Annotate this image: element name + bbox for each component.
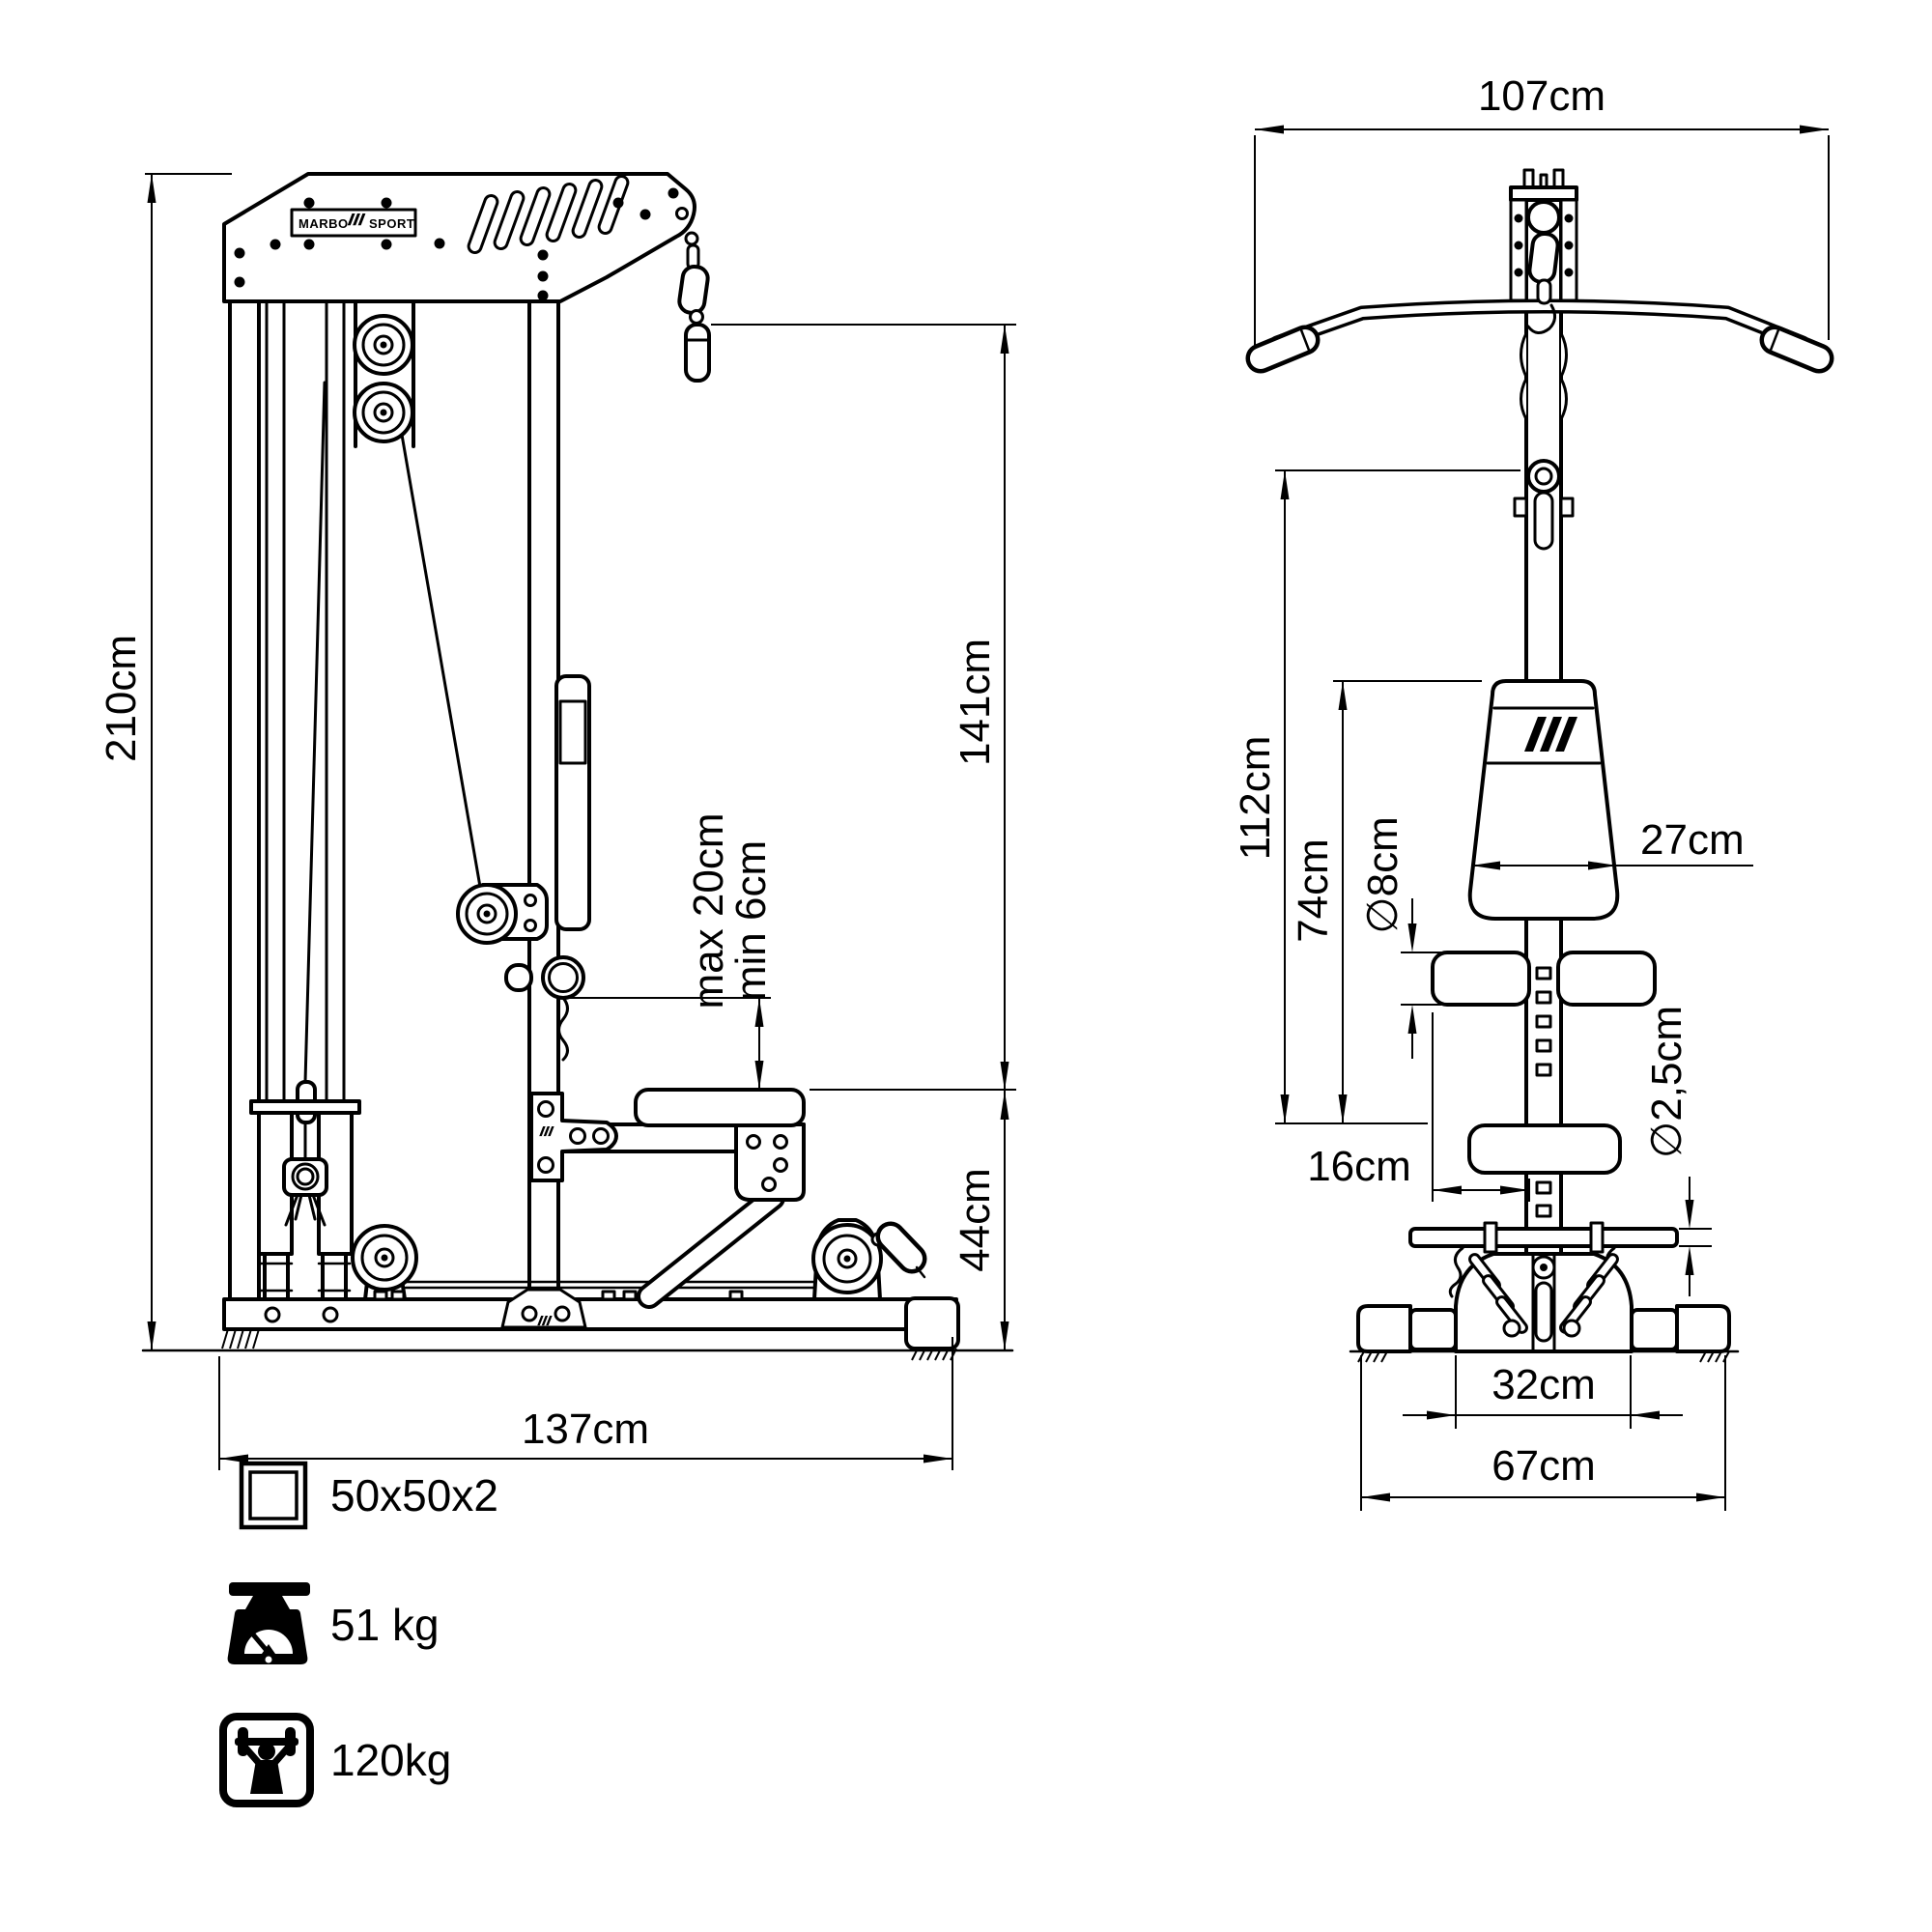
legend-item-max-load	[223, 1717, 451, 1804]
foot-hatch	[222, 1329, 956, 1360]
seat-pad-front	[1469, 1125, 1620, 1173]
dim-roller-length-label: 16cm	[1307, 1143, 1411, 1190]
pull-pin-knob	[506, 965, 531, 990]
left-upright-tube	[230, 301, 259, 1327]
legend-max-load-label: 120kg	[330, 1735, 452, 1785]
front-mid-pulley	[1515, 461, 1573, 549]
side-machine	[143, 174, 1012, 1360]
dim-pulley-height	[1232, 470, 1520, 1123]
backrest-slot	[560, 701, 585, 763]
mast-pulley-bulge	[1521, 333, 1527, 377]
foam-roller-right	[1558, 952, 1655, 1005]
dim-total-length	[219, 1337, 952, 1470]
dim-plate-bar-diameter	[1643, 1006, 1712, 1296]
stack-cable	[305, 383, 325, 1082]
mid-pulley	[458, 885, 547, 943]
dim-plate-bar-diameter-label: ∅2,5cm	[1643, 1005, 1690, 1159]
scale-icon	[228, 1582, 310, 1664]
legend	[223, 1463, 498, 1804]
base-gusset-plate	[502, 1290, 585, 1327]
dim-total-length-label: 137cm	[521, 1406, 650, 1453]
seat-assembly	[531, 1090, 804, 1296]
legend-item-tube	[242, 1463, 498, 1527]
dim-bar-width-label: 107cm	[1477, 72, 1606, 120]
legend-tube-label: 50x50x2	[330, 1470, 498, 1520]
dim-roller-diameter-label: ∅8cm	[1359, 816, 1406, 934]
dim-backrest-top-height-label: 74cm	[1290, 838, 1337, 943]
brand-badge	[292, 210, 415, 236]
brand-right-label: SPORT	[369, 216, 415, 231]
top-plate	[224, 174, 695, 301]
dim-base-outer-width-label: 67cm	[1492, 1442, 1596, 1490]
dim-gap-max-label: max 20cm	[685, 812, 732, 1009]
front-carabiner	[1528, 233, 1559, 284]
side-view	[98, 174, 1016, 1470]
diagonal-cable	[402, 435, 480, 887]
legend-item-weight	[228, 1582, 440, 1664]
dim-roller-diameter	[1359, 816, 1441, 1059]
dim-base-inner-width-label: 32cm	[1492, 1361, 1596, 1408]
brand-left-label: MARBO	[298, 216, 349, 231]
legend-weight-label: 51 kg	[330, 1600, 440, 1650]
top-pulleys	[355, 316, 412, 441]
dim-total-height-label: 210cm	[98, 634, 145, 763]
front-view	[1232, 72, 1829, 1511]
weightlifter-icon	[223, 1717, 310, 1804]
dim-base-inner-width	[1403, 1355, 1683, 1429]
top-pulley-front	[1528, 202, 1559, 233]
right-foot	[906, 1298, 958, 1349]
dim-cable-end-height-label: 141cm	[952, 638, 999, 767]
weight-stack	[251, 1082, 359, 1299]
dim-pulley-height-label: 112cm	[1232, 735, 1279, 861]
dim-seat-height-label: 44cm	[952, 1168, 999, 1272]
backrest-front	[1470, 681, 1618, 919]
low-row-pulley	[813, 1220, 924, 1299]
front-base-housing	[1456, 1253, 1632, 1351]
dim-total-height	[98, 174, 232, 1350]
cable-end-carabiner	[678, 233, 709, 381]
dim-backrest-width-label: 27cm	[1640, 816, 1745, 864]
dim-gap-min-label: min 6cm	[727, 839, 775, 1002]
seat-pad-side	[636, 1090, 804, 1125]
foam-roller-left	[1433, 952, 1529, 1005]
